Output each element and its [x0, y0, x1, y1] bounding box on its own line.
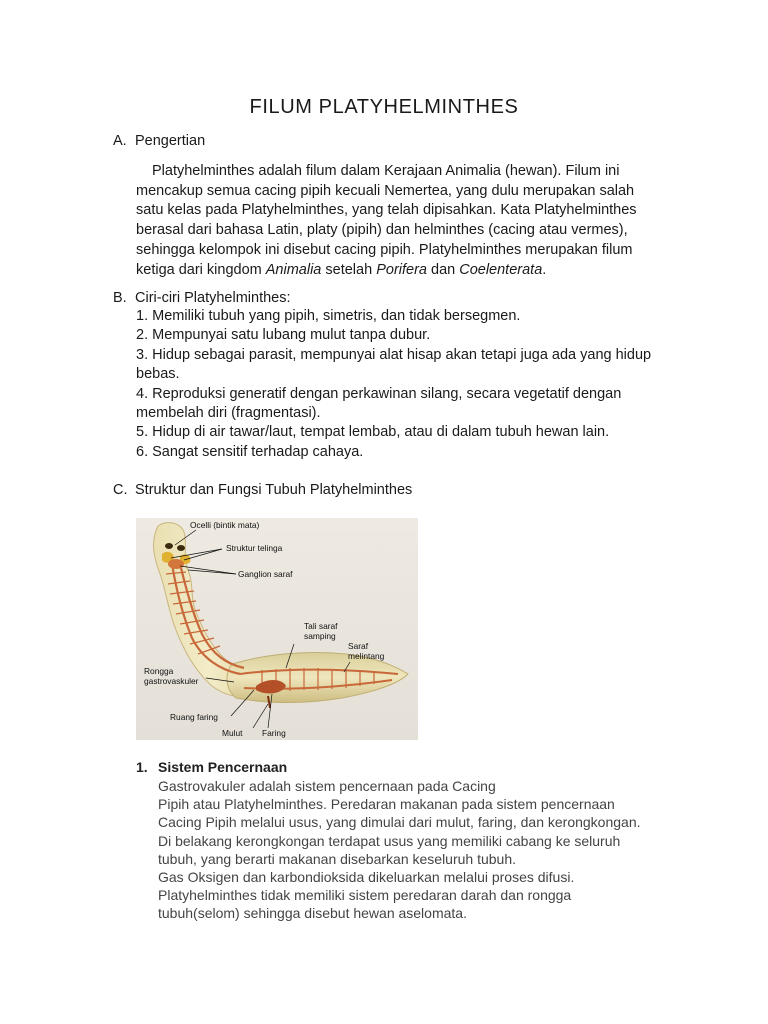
- subsection-1-body: [158, 777, 698, 923]
- label-rongga: Rongga: [144, 666, 174, 676]
- list-item: 2. Mempunyai satu lubang mulut tanpa dubur.: [136, 327, 431, 344]
- label-ruang-faring: Ruang faring: [170, 712, 218, 722]
- characteristics-list: [136, 307, 676, 462]
- label-saraf: Saraf: [348, 641, 369, 651]
- ganglion: [168, 559, 184, 569]
- paragraph-line: satu kelas pada Platyhelminthes, yang telah dipisahkan. Kata Platyhelminthes: [136, 202, 637, 219]
- label-struktur-telinga: Struktur telinga: [226, 543, 283, 553]
- body-line: tubuh(selom) sehingga disebut hewan aselomata.: [158, 905, 467, 922]
- label-tali-saraf: Tali saraf: [304, 621, 338, 631]
- paragraph-line: mencakup semua cacing pipih kecuali Nemertea, yang dulu merupakan salah: [136, 182, 635, 199]
- planaria-anatomy-figure: [136, 518, 418, 740]
- text-run: ketiga dari kingdom: [136, 261, 266, 278]
- body-line: tubuh, yang berarti makanan disebarkan keseluruh tubuh.: [158, 850, 517, 867]
- label-faring: Faring: [262, 728, 286, 738]
- body-line: Pipih atau Platyhelminthes. Peredaran makanan pada sistem pencernaan: [158, 796, 615, 813]
- section-b-letter: B.: [113, 290, 127, 306]
- italic-term-porifera: Porifera: [376, 261, 427, 278]
- body-line: Di belakang kerongkongan terdapat usus yang memiliki cabang ke seluruh: [158, 832, 621, 849]
- label-ocelli: Ocelli (bintik mata): [190, 520, 260, 530]
- list-item: 1. Memiliki tubuh yang pipih, simetris, dan tidak bersegmen.: [136, 308, 521, 324]
- label-melintang: melintang: [348, 651, 385, 661]
- label-ganglion-saraf: Ganglion saraf: [238, 569, 293, 579]
- list-item: 4. Reproduksi generatif dengan perkawinan silang, secara vegetatif dengan: [136, 385, 622, 402]
- body-line: Cacing Pipih melalui usus, yang dimulai dari mulut, faring, dan kerongkongan.: [158, 814, 641, 831]
- paragraph-line: sehingga kelompok ini disebut cacing pipih. Platyhelminthes merupakan filum: [136, 241, 633, 258]
- body-line: Platyhelminthes tidak memiliki sistem peredaran darah dan rongga: [158, 887, 572, 904]
- section-a-letter: A.: [113, 133, 127, 149]
- paragraph-line: berasal dari bahasa Latin, platy (pipih) dan helminthes (cacing atau vermes),: [136, 222, 628, 239]
- list-item: 5. Hidup di air tawar/laut, tempat lembab, atau di dalam tubuh hewan lain.: [136, 424, 610, 441]
- paragraph-line: Platyhelminthes adalah filum dalam Kerajaan Animalia (hewan). Filum ini: [152, 163, 620, 179]
- label-gastrovaskuler: gastrovaskuler: [144, 676, 199, 686]
- list-item: 3. Hidup sebagai parasit, mempunyai alat hisap akan tetapi juga ada yang hidup: [136, 346, 652, 363]
- subsection-1-number: 1.: [136, 759, 148, 775]
- section-c-letter: C.: [113, 482, 128, 498]
- section-a-title: Pengertian: [135, 133, 206, 149]
- section-c-heading: [113, 482, 412, 498]
- ocellus-right: [177, 545, 185, 551]
- list-item: 6. Sangat sensitif terhadap cahaya.: [136, 443, 364, 460]
- list-item-continuation: membelah diri (fragmentasi).: [136, 405, 321, 422]
- text-run: dan: [426, 261, 460, 278]
- section-b-heading: [113, 290, 291, 306]
- section-b-title: Ciri-ciri Platyhelminthes:: [135, 290, 291, 306]
- planaria-illustration: [136, 518, 418, 740]
- section-c-title: Struktur dan Fungsi Tubuh Platyhelminthes: [135, 482, 413, 498]
- ocellus-left: [165, 543, 173, 549]
- section-a-heading: [113, 133, 205, 149]
- text-run: .: [542, 261, 547, 278]
- paragraph-line-last: [136, 261, 656, 281]
- list-item-continuation: bebas.: [136, 366, 180, 383]
- italic-term-coelenterata: Coelenterata: [459, 261, 543, 278]
- text-run: setelah: [321, 261, 377, 278]
- section-a-paragraph: [136, 162, 656, 280]
- subsection-1-title: Sistem Pencernaan: [158, 759, 288, 775]
- label-mulut: Mulut: [222, 728, 243, 738]
- italic-term-animalia: Animalia: [265, 261, 322, 278]
- body-line: Gas Oksigen dan karbondioksida dikeluarkan melalui proses difusi.: [158, 869, 575, 886]
- subsection-1-heading: [136, 759, 287, 775]
- document-title: FILUM PLATYHELMINTHES: [249, 96, 519, 118]
- label-samping: samping: [304, 631, 336, 641]
- body-line: Gastrovakuler adalah sistem pencernaan pada Cacing: [158, 778, 496, 794]
